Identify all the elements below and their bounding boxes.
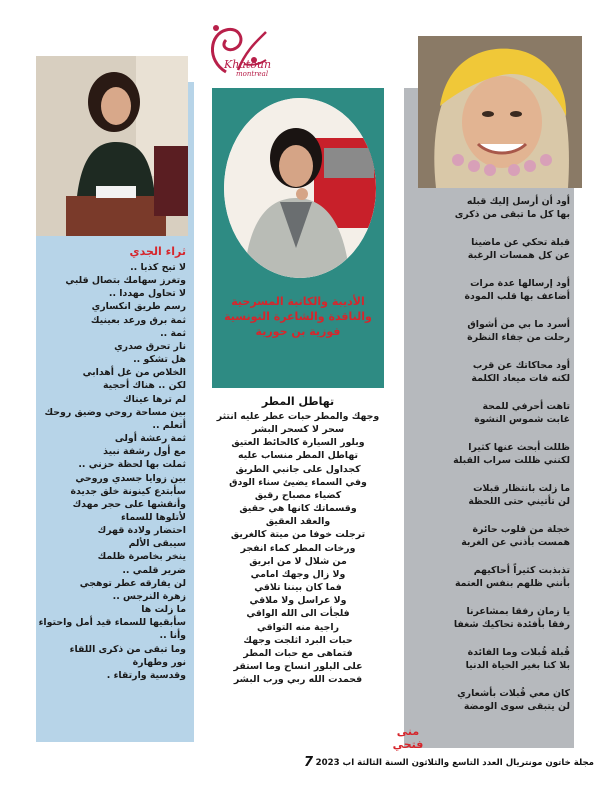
left-poem-line: لكن .. هناك أحجية <box>102 380 186 392</box>
footer <box>300 757 600 773</box>
right-poem-line: عن كل همسات الرغبة <box>467 250 570 262</box>
middle-caption <box>214 294 382 340</box>
left-poem-line: وأنقشها على حجر مهدك <box>72 498 186 510</box>
middle-poem-line: سحر لا كسحر البشر <box>251 424 345 436</box>
right-poem-line: همست بأذني عن الغربة <box>461 537 570 549</box>
left-author-photo <box>36 56 188 236</box>
right-stanza <box>408 605 570 632</box>
left-poem-line: لا تحاول مهددا .. <box>108 288 186 300</box>
right-author-photo <box>418 36 582 188</box>
middle-poem-line: فلجأت الى الله الواقي <box>246 608 350 620</box>
left-poem-line: مع أول رشفة نبيذ <box>103 446 186 458</box>
right-poem-line: قُبلة قُبلات وما الفائدة <box>467 647 570 658</box>
right-stanza <box>408 441 570 468</box>
right-stanza <box>408 318 570 345</box>
right-column <box>408 195 570 728</box>
logo-subtitle: montreal <box>236 70 269 78</box>
middle-poem-line: على البلور انساح وما استقر <box>233 660 363 672</box>
right-poem-line: أود أن أرسل إليك قبله <box>466 196 570 207</box>
right-stanza <box>408 482 570 509</box>
left-poem-line: لأتلوها للسماء <box>121 511 186 523</box>
left-author-name: ثراء الجدي <box>129 245 186 258</box>
middle-poem-line: ولا عراسل ولا ملاقي <box>249 595 347 607</box>
right-stanza <box>408 277 570 304</box>
right-poem-line: كان معي قُبلات بأشعاري <box>457 688 570 699</box>
middle-poem-lines <box>214 410 382 686</box>
right-stanza <box>408 523 570 550</box>
left-poem-line: وأنا .. <box>159 630 186 642</box>
right-poem-line: يا زمان رفقا بمشاعرنا <box>466 606 570 617</box>
left-poem-line: رسم طريق انكساري <box>91 301 186 313</box>
middle-poem-line: كجداول على جانبي الطريق <box>235 463 361 475</box>
right-poem-line: أود محاكاتك عن قرب <box>472 360 570 371</box>
right-poem-line: لكنني ظللت سراب القبلة <box>453 455 570 467</box>
right-stanza <box>408 646 570 673</box>
left-poem-line: ثمة برق ورعد بعينيك <box>90 314 186 326</box>
right-poem-line: خجلة من قلوب حائرة <box>472 524 570 535</box>
right-poem-line: رحلت من جفاء النظرة <box>467 332 570 344</box>
right-poem-line: تاهت أحرفي للمحة <box>482 401 570 412</box>
caption-line-1: الأديبة والكاتبة المسرحية <box>231 295 365 308</box>
middle-poem-line: وجهك والمطر حبات عطر عليه انتثر <box>216 411 380 422</box>
left-poem-line: وما تبقى من ذكرى اللقاء <box>69 643 186 655</box>
middle-author-photo <box>224 98 376 278</box>
right-stanza <box>408 195 570 222</box>
footer-text: مجلة خاتون مونتريال العدد التاسع والثلاثون السنة الثالثة اب 2023 <box>315 758 594 768</box>
right-poem-line: لكنه فات ميعاد الكلمة <box>471 373 570 385</box>
right-poem-line: لن يتبقى سوى الومضة <box>463 701 570 713</box>
page-number: 7 <box>304 755 314 770</box>
left-poem-line: احتضار ولادة قهرك <box>97 525 186 537</box>
right-stanza <box>408 359 570 386</box>
left-poem-line: ما زلت ها <box>141 604 186 616</box>
left-poem-line: ثملت بها لحظة حزني .. <box>78 459 186 471</box>
middle-poem-line: وبلور السيارة كالحائط العتيق <box>231 437 365 449</box>
right-poem-line: أضاعف بها قلب المودة <box>464 291 570 303</box>
right-stanza <box>408 687 570 714</box>
left-poem-line: ثمة رعشة أولى <box>114 433 186 445</box>
right-poem-line: تذبذبت كثيراً أحاكيهم <box>473 565 570 576</box>
middle-poem-line: حبات البرد اثلجت وجهك <box>243 634 353 646</box>
left-poem-line: سيبقى الألم <box>128 538 186 550</box>
left-poem-lines <box>36 261 186 682</box>
right-poem-line: أسرد ما بي من أشواق <box>467 319 570 330</box>
right-stanza <box>408 236 570 263</box>
right-poem-line: قبلة تحكي عن ماضينا <box>471 237 570 248</box>
middle-poem-line: ترجلت خوفا من ميتة كالغريق <box>230 529 366 541</box>
left-poem-line: سأبتدع كينونة خلق جديدة <box>70 485 186 497</box>
left-poem-line: ثمة .. <box>160 327 186 339</box>
left-poem-line: ينخر بخاصرة ظلمك <box>97 551 186 563</box>
left-poem-line: ضرير قلمي .. <box>122 564 186 576</box>
middle-poem-line: راجية منه التواقي <box>257 621 339 633</box>
left-poem-line: بين زوايا جسدي وروحي <box>75 472 186 484</box>
left-poem-line: لا تبح كذبا .. <box>130 262 186 273</box>
right-poem-stanzas <box>408 195 570 714</box>
poem-title: تهاطل المطر <box>261 395 335 408</box>
left-poem-line: نور وطهارة <box>132 656 186 668</box>
left-poem-line: هل تشكو .. <box>133 354 186 366</box>
middle-column <box>214 394 382 686</box>
left-poem-line: وتغرز سهامك بتصال قلبي <box>65 275 186 287</box>
middle-poem-line: وفي السماء يضيئ سناء الودق <box>229 476 367 488</box>
middle-poem-line: فتماهى مع حبات المطر <box>243 647 353 659</box>
middle-poem-line: وقسماتك كانها هي حقيق <box>239 503 357 515</box>
middle-poem-line: من شلال لا من ابريق <box>249 555 347 567</box>
right-poem-line: ظللت أبحث عنها كثيرا <box>468 442 570 453</box>
right-poem-line: بها كل ما تبقى من ذكرى <box>454 209 570 221</box>
right-stanza <box>408 564 570 591</box>
logo-word: Khatoun <box>224 58 272 71</box>
left-poem-line: أتعلم .. <box>152 419 186 431</box>
middle-poem-line: تهاطل المطر منساب عليه <box>237 450 359 462</box>
left-poem-line: بين مساحة روحي وضيق روحك <box>44 406 186 418</box>
right-poem-line: بلا كنا بغير الحياة الدنيا <box>465 660 570 672</box>
right-poem-line: أود إرسالها عدة مرات <box>470 278 570 289</box>
left-poem-line: سأبقيها للسماء قيد أمل واحتواء <box>38 617 186 629</box>
right-stanza <box>408 400 570 427</box>
left-poem-line: زهرة النرجس .. <box>112 590 186 602</box>
left-column <box>36 244 186 682</box>
right-poem-line: ما زلت بانتظار قبلات <box>473 483 570 494</box>
right-poem-line: لن تأتيني حتى اللحظة <box>468 496 570 508</box>
right-poem-line: رفقا بأفئدة تحاكيك شغفا <box>453 619 570 631</box>
middle-poem-line: فما كان بيننا تلاقي <box>254 582 342 594</box>
caption-line-2: والناقدة والشاعرة التونسية <box>224 310 372 323</box>
magazine-logo <box>196 20 276 90</box>
left-poem-line: لن يفارقه عطر توهجي <box>79 577 186 589</box>
left-poem-line: الخلاص من غل أهدابي <box>82 367 186 379</box>
caption-name: فوزية بن حورية <box>255 325 341 338</box>
right-poem-line: بأنني ظلهم بنفس العتمة <box>454 578 570 590</box>
right-poem-line: غابت شموس النشوة <box>474 414 570 426</box>
middle-poem-line: فحمدت الله ربي ورب البشر <box>233 674 363 686</box>
left-poem-line: وقدسية وارتقاء . <box>106 669 186 681</box>
middle-poem-line: كضياء مصباح رقيق <box>254 489 342 501</box>
middle-poem-line: والعقد العقيق <box>265 516 331 528</box>
right-author-name: منى فتحي <box>392 725 424 751</box>
middle-poem-line: ولا زال وجهك امامي <box>250 568 346 580</box>
middle-poem-line: ورخات المطر كماء انفجر <box>240 542 356 554</box>
left-poem-line: نار تحرق صدري <box>114 340 186 352</box>
left-poem-line: لم ترها عيناك <box>123 393 186 405</box>
